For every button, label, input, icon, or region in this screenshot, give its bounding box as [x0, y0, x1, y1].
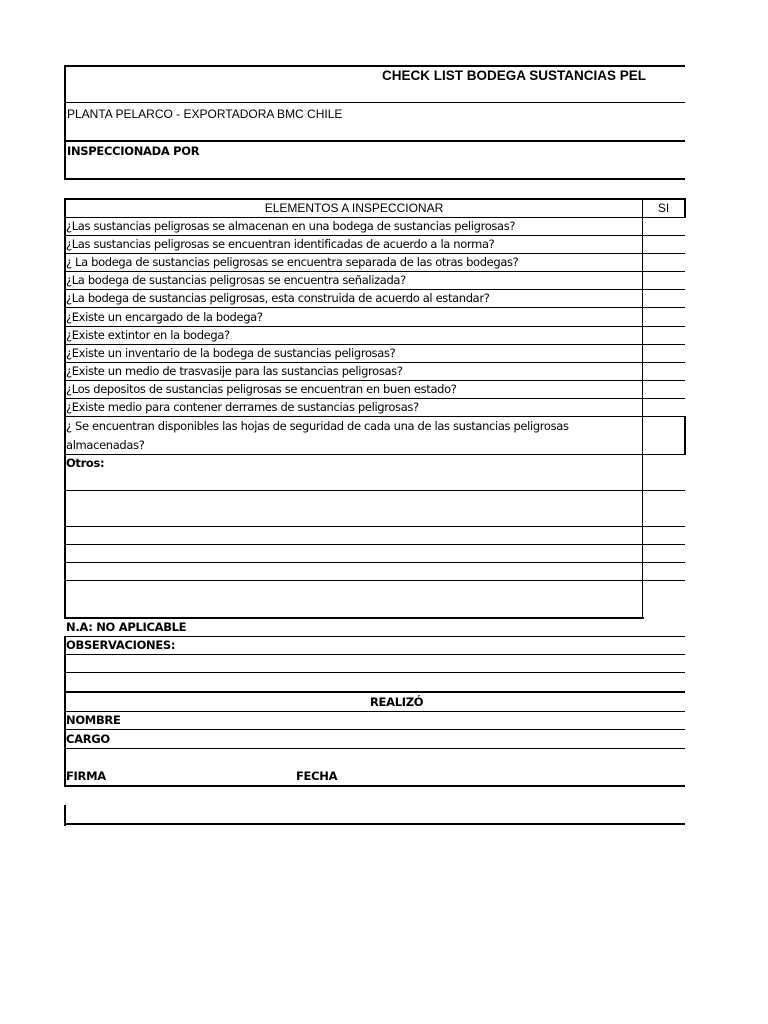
na-note: N.A: NO APLICABLE [66, 620, 187, 634]
question-row: ¿Existe un medio de trasvasije para las sustancias peligrosas? [66, 364, 403, 378]
column-header-si: SI [657, 201, 670, 215]
question-row: ¿Las sustancias peligrosas se encuentran identificadas de acuerdo a la norma? [66, 237, 495, 251]
observations-label: OBSERVACIONES: [66, 638, 176, 652]
cargo-label: CARGO [66, 732, 110, 746]
question-row: ¿Las sustancias peligrosas se almacenan en una bodega de sustancias peligrosas? [66, 219, 516, 233]
question-row: ¿Existe extintor en la bodega? [66, 328, 230, 342]
company-name: PLANTA PELARCO - EXPORTADORA BMC CHILE [67, 107, 343, 121]
nombre-label: NOMBRE [66, 713, 121, 727]
otros-label: Otros: [66, 456, 105, 470]
question-row: ¿Existe un inventario de la bodega de sustancias peligrosas? [66, 346, 396, 360]
fecha-label: FECHA [296, 769, 338, 783]
question-row: ¿Existe medio para contener derrames de sustancias peligrosas? [66, 400, 419, 414]
question-row: ¿ La bodega de sustancias peligrosas se encuentra separada de las otras bodegas? [66, 255, 519, 269]
inspected-by-label: INSPECCIONADA POR [67, 144, 200, 158]
column-header-elements: ELEMENTOS A INSPECCIONAR [264, 201, 444, 215]
question-row: ¿La bodega de sustancias peligrosas se encuentra señalizada? [66, 273, 406, 287]
realizo-label: REALIZÓ [370, 695, 424, 709]
page-title: CHECK LIST BODEGA SUSTANCIAS PEL [382, 68, 647, 83]
question-row: ¿La bodega de sustancias peligrosas, esta construida de acuerdo al estandar? [66, 291, 490, 305]
question-row: ¿Existe un encargado de la bodega? [66, 310, 263, 324]
question-row: ¿Los depositos de sustancias peligrosas se encuentran en buen estado? [66, 382, 457, 396]
firma-label: FIRMA [66, 769, 106, 783]
